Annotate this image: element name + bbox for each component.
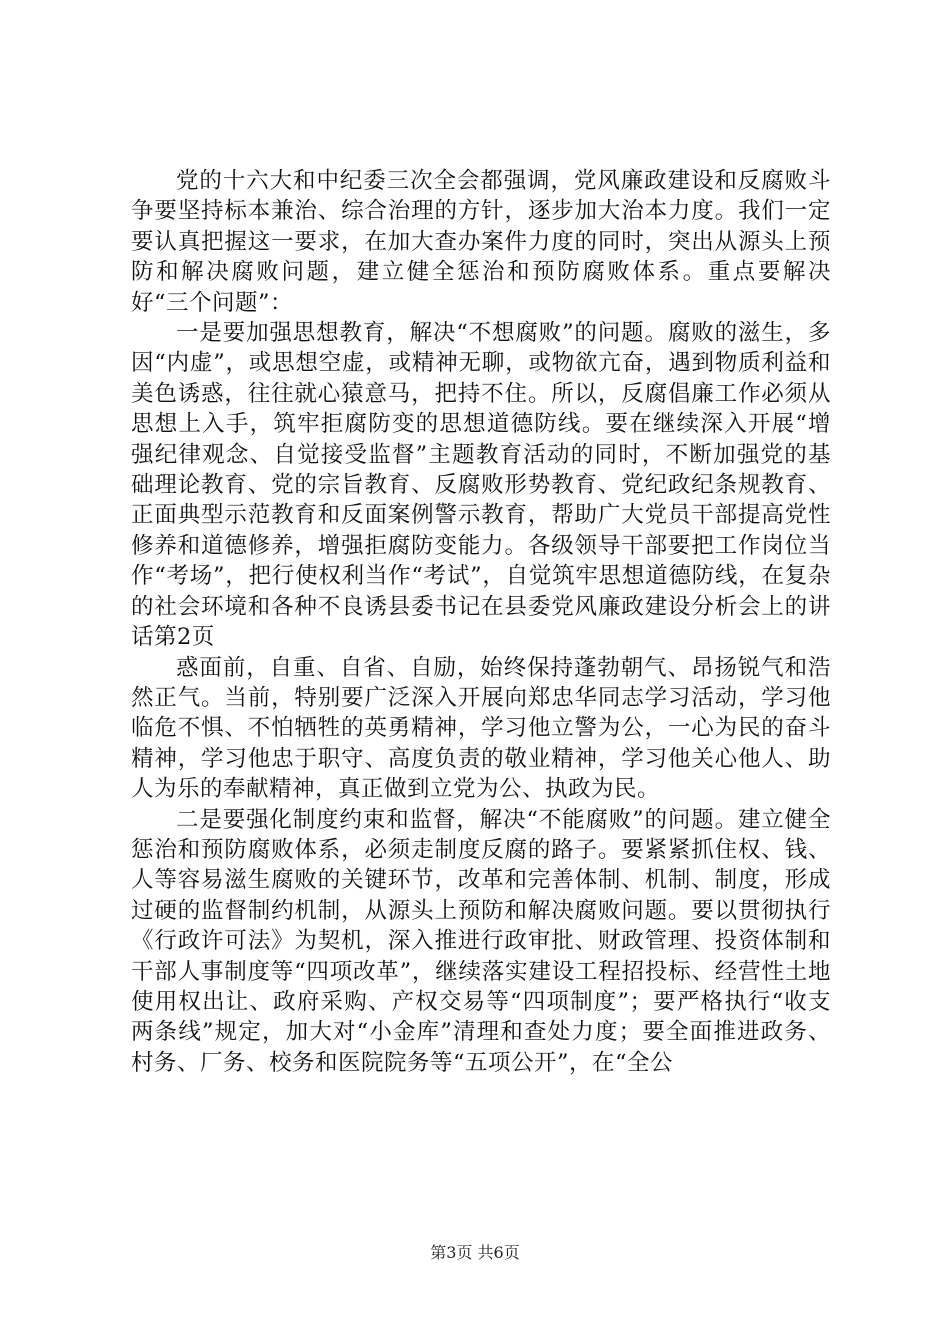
- page-footer: 第3页 共6页: [430, 1243, 520, 1262]
- paragraph-2: 一是要加强思想教育，解决“不想腐败”的问题。腐败的滋生，多因“内虚”，或思想空虚，或精神无聊，或物欲亢奋，遇到物质利益和美色诱惑，往往就心猿意马，把持不住。所以，反腐倡廉工作必须从思想上入手，筑牢拒腐防变的思想道德防线。要在继续深入开展“增强纪律观念、自觉接受监督”主题教育活动的同时，不断加强党的基础理论教育、党的宗旨教育、反腐败形势教育、党纪政纪条规教育、正面典型示范教育和反面案例警示教育，帮助广大党员干部提高党性修养和道德修养，增强拒腐防变能力。各级领导干部要把工作岗位当作“考场”，把行使权利当作“考试”，自觉筑牢思想道德防线，在复杂的社会环境和各种不良诱县委书记在县委党风廉政建设分析会上的讲话第2页: [131, 320, 831, 651]
- paragraph-4: 二是要强化制度约束和监督，解决“不能腐败”的问题。建立健全惩治和预防腐败体系，必须走制度反腐的路子。要紧紧抓住权、钱、人等容易滋生腐败的关键环节，改革和完善体制、机制、制度，形成过硬的监督制约机制，从源头上预防和解决腐败问题。要以贯彻执行《行政许可法》为契机，深入推进行政审批、财政管理、投资体制和干部人事制度等“四项改革”，继续落实建设工程招投标、经营性土地使用权出让、政府采购、产权交易等“四项制度”；要严格执行“收支两条线”规定，加大对“小金库”清理和查处力度；要全面推进政务、村务、厂务、校务和医院院务等“五项公开”，在“全公: [131, 806, 831, 1076]
- document-body: [131, 166, 831, 1078]
- paragraph-3: 惑面前，自重、自省、自励，始终保持蓬勃朝气、昂扬锐气和浩然正气。当前，特别要广泛深入开展向郑忠华同志学习活动，学习他临危不惧、不怕牺牲的英勇精神，学习他立警为公，一心为民的奋斗精神，学习他忠于职守、高度负责的敬业精神，学习他关心他人、助人为乐的奉献精神，真正做到立党为公、执政为民。: [131, 654, 831, 803]
- paragraph-1: 党的十六大和中纪委三次全会都强调，党风廉政建设和反腐败斗争要坚持标本兼治、综合治理的方针，逐步加大治本力度。我们一定要认真把握这一要求，在加大查办案件力度的同时，突出从源头上预防和解决腐败问题，建立健全惩治和预防腐败体系。重点要解决好“三个问题”：: [131, 168, 831, 316]
